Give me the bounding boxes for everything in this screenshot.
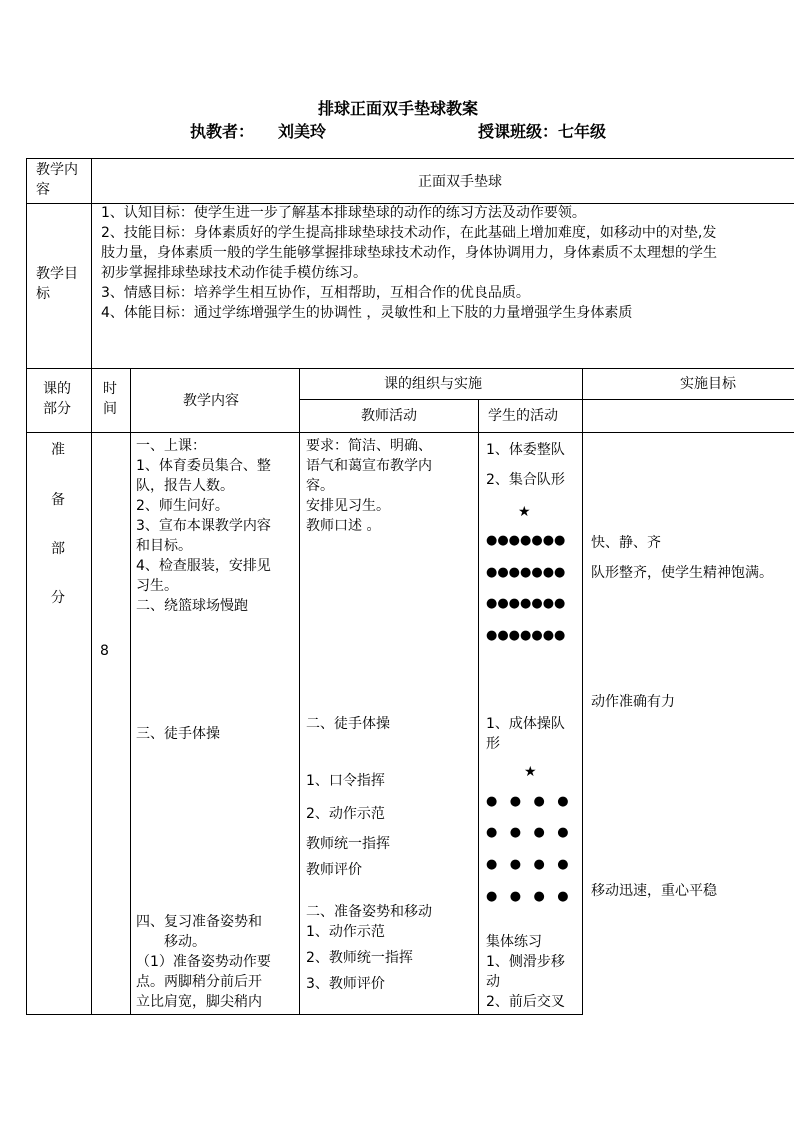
goals-text: 1、认知目标：使学生进一步了解基本排球垫球的动作的练习方法及动作要领。 2、技能目标：身体素质好的学生提高排球垫球技术动作，在此基础上增加难度，如移动中的对垫,发 肢力量，身体素质一般的学生能够掌握排球垫球技术动作，身体协调用力，身体素质不太理想的学生 初步掌握排球垫球技术动作徒手模仿练习。 3、情感目标：培养学生相互协作，互相帮助，互相合作的优良品质。 4、体能目标：通过学练增强学生的协调性 ，灵敏性和上下肢的力量增强学生身体素质	[101, 205, 717, 321]
student-line-1: 1、体委整队	[486, 442, 565, 458]
header-part: 课的 部分	[43, 381, 71, 417]
content-intro: 一、上课： 1、体育委员集合、整 队，报告人数。 2、师生问好。 3、宣布本课教学内容 和目标。 4、检查服装，安排见 习生。 二、绕篮球场慢跑	[136, 438, 271, 614]
document-title: 排球正面双手垫球教案	[318, 99, 479, 118]
teacher-exercise-title: 二、徒手体操	[306, 716, 390, 732]
goal-line-2: 队形整齐，使学生精神饱满。	[591, 565, 773, 581]
sparse-formation-row-4: ● ● ● ●	[486, 889, 569, 904]
teacher-exercise-3: 教师统一指挥	[306, 836, 390, 852]
time-value: 8	[100, 643, 109, 659]
student-review: 集体练习 1、侧滑步移 动 2、前后交叉	[486, 934, 565, 1010]
dense-formation-row-3: ●●●●●●●	[486, 596, 566, 611]
class-label: 授课班级：七年级	[478, 122, 607, 141]
teacher-name: 刘美玲	[278, 122, 327, 141]
header-time: 时 间	[103, 381, 117, 417]
student-line-2: 2、集合队形	[486, 472, 565, 488]
content-value: 正面双手垫球	[418, 174, 502, 190]
part-char-2: 备	[51, 492, 65, 508]
teacher-exercise-4: 教师评价	[306, 862, 362, 878]
goals-label: 教学目 标	[36, 266, 78, 302]
teacher-exercise-2: 2、动作示范	[306, 806, 385, 822]
content-review: 四、复习准备姿势和 移动。 （1）准备姿势动作要 点。两脚稍分前后开 立比肩宽，脚尖稍内	[136, 914, 271, 1010]
header-organization: 课的组织与实施	[384, 376, 482, 392]
teacher-intro: 要求：简洁、明确、 语气和蔼宣布教学内 容。 安排见习生。 教师口述 。	[306, 438, 432, 534]
sparse-formation-row-2: ● ● ● ●	[486, 825, 569, 840]
sparse-formation-row-1: ● ● ● ●	[486, 794, 569, 809]
dense-formation-row-2: ●●●●●●●	[486, 565, 566, 580]
dense-formation-row-4: ●●●●●●●	[486, 628, 566, 643]
goal-exercise: 动作准确有力	[591, 694, 675, 710]
goal-line-1: 快、静、齐	[591, 535, 661, 551]
part-char-3: 部	[51, 541, 65, 557]
dense-formation-row-1: ●●●●●●●	[486, 533, 566, 548]
student-exercise: 1、成体操队 形	[486, 716, 565, 752]
header-goal: 实施目标	[680, 376, 736, 392]
header-teacher-activity: 教师活动	[361, 408, 417, 424]
formation-star-icon: ★	[518, 504, 531, 520]
exercise-star-icon: ★	[524, 764, 537, 780]
content-label: 教学内 容	[36, 162, 78, 198]
teacher-exercise-1: 1、口令指挥	[306, 773, 385, 789]
content-exercise: 三、徒手体操	[136, 726, 220, 742]
goal-review: 移动迅速，重心平稳	[591, 883, 717, 899]
header-content: 教学内容	[183, 393, 239, 409]
header-student-activity: 学生的活动	[488, 408, 558, 424]
part-char-1: 准	[51, 442, 65, 458]
sparse-formation-row-3: ● ● ● ●	[486, 857, 569, 872]
part-char-4: 分	[51, 590, 65, 606]
teacher-label: 执教者：	[190, 122, 255, 141]
teacher-review: 二、准备姿势和移动 1、动作示范 2、教师统一指挥 3、教师评价	[306, 904, 432, 992]
